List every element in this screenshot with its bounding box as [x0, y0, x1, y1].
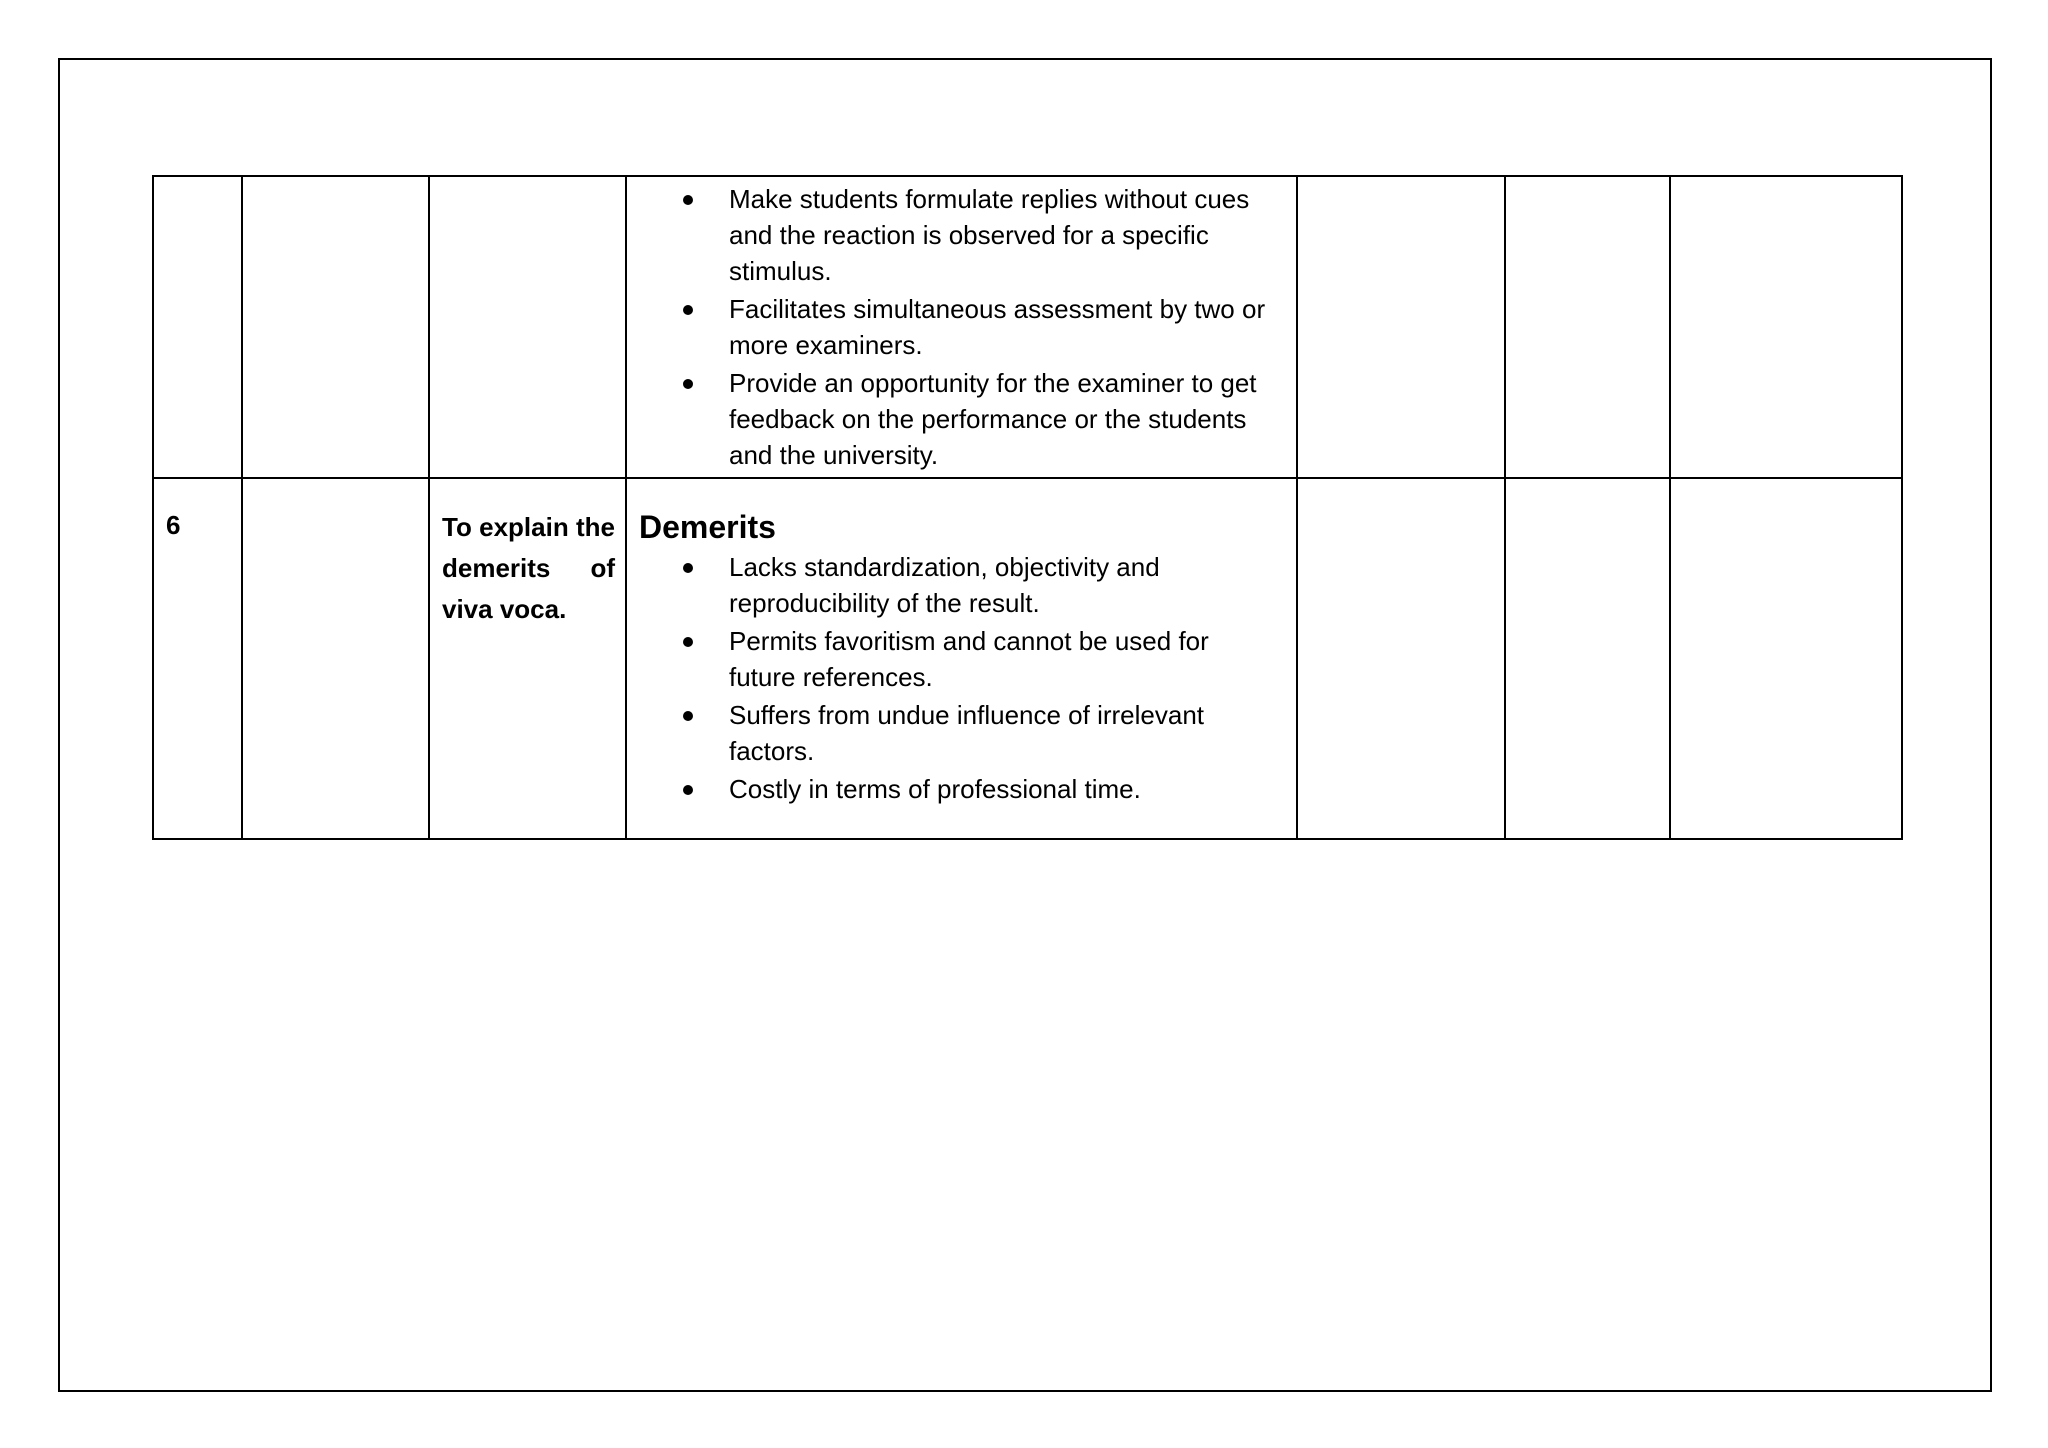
content-cell: [626, 176, 1297, 478]
bullet-icon: [683, 785, 693, 795]
bullet-icon: [683, 195, 693, 205]
bullet-icon: [683, 305, 693, 315]
table-row: [153, 478, 1902, 839]
list-item-text: Suffers from undue influence of irrelevant factors.: [729, 700, 1205, 766]
bullet-icon: [683, 379, 693, 389]
bullet-list: [639, 549, 1278, 807]
list-item: [639, 291, 1278, 363]
time-cell: [242, 176, 429, 478]
list-item: [639, 697, 1278, 769]
bullet-list: [639, 181, 1278, 473]
activity-cell: [1297, 176, 1505, 478]
bullet-icon: [683, 637, 693, 647]
bullet-icon: [683, 711, 693, 721]
row-number-cell: 6: [153, 478, 242, 839]
table-row: [153, 176, 1902, 478]
row-number-cell: [153, 176, 242, 478]
time-cell: [242, 478, 429, 839]
list-item-text: Make students formulate replies without cues and the reaction is observed for a specific stimulus.: [729, 184, 1250, 286]
bullet-icon: [683, 563, 693, 573]
list-item: [639, 623, 1278, 695]
list-item-text: Costly in terms of professional time.: [729, 774, 1141, 804]
list-item: [639, 549, 1278, 621]
lesson-plan-table: [152, 175, 1903, 840]
aids-cell: [1505, 478, 1670, 839]
objective-cell: To explain the demerits of viva voca.: [429, 478, 626, 839]
objective-cell: [429, 176, 626, 478]
activity-cell: [1297, 478, 1505, 839]
list-item: [639, 181, 1278, 289]
evaluation-cell: [1670, 478, 1902, 839]
list-item-text: Permits favoritism and cannot be used for future references.: [729, 626, 1209, 692]
aids-cell: [1505, 176, 1670, 478]
section-heading: Demerits: [639, 509, 776, 545]
evaluation-cell: [1670, 176, 1902, 478]
list-item-text: Provide an opportunity for the examiner to get feedback on the performance or the students and the university.: [729, 368, 1257, 470]
list-item: [639, 365, 1278, 473]
list-item-text: Lacks standardization, objectivity and reproducibility of the result.: [729, 552, 1160, 618]
list-item-text: Facilitates simultaneous assessment by two or more examiners.: [729, 294, 1266, 360]
content-cell: [626, 478, 1297, 839]
list-item: [639, 771, 1278, 807]
